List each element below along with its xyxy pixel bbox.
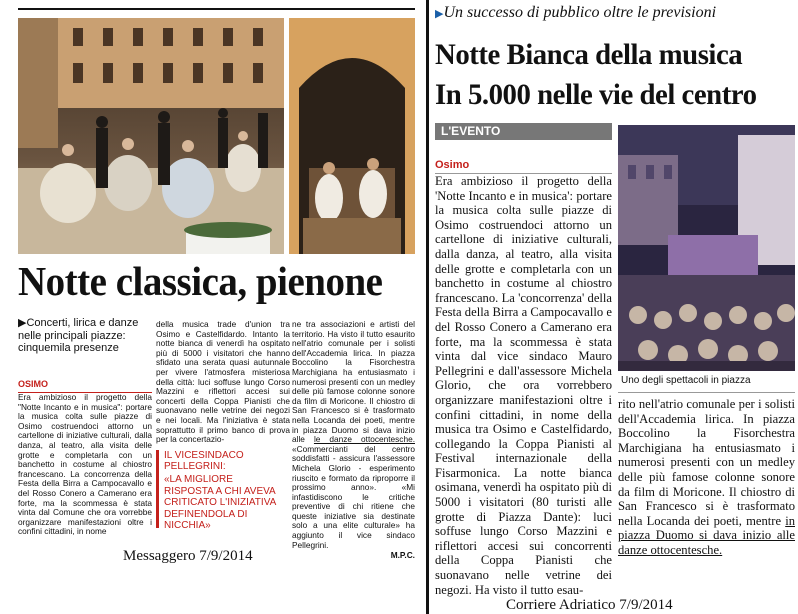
left-subhead: ▶Concerti, lirica e danze nelle principali piazze: cinquemila presenze [18, 317, 139, 354]
corriere-clipping [431, 0, 798, 614]
messaggero-source: Messaggero 7/9/2014 [123, 548, 253, 564]
kicker-triangle-icon: ▶ [435, 8, 444, 20]
quote-rule [156, 450, 159, 528]
left-location-wrap [18, 374, 152, 393]
section-band [435, 123, 612, 140]
kicker: ▶Un successo di pubblico oltre le previsioni [435, 4, 717, 21]
quote-label: IL VICESINDACO PELLEGRINI: [164, 450, 244, 472]
photo-caption: Uno degli spettacoli in piazza [621, 375, 751, 386]
left-location: OSIMO [18, 379, 49, 389]
right-location: Osimo [435, 159, 470, 171]
top-rule [18, 8, 415, 10]
section-label: L'EVENTO [441, 124, 501, 138]
dancers-photo [18, 18, 284, 254]
arch-photo [289, 18, 415, 254]
caption-rule [618, 392, 795, 393]
triangle-bullet-icon: ▶ [18, 317, 27, 329]
vertical-divider [426, 0, 429, 614]
concert-photo [618, 125, 795, 371]
corriere-source: Corriere Adriatico 7/9/2014 [506, 597, 673, 613]
left-col-3: ne tra associazioni e artisti del territorio. Ha visto il tutto esaurito nell'atrio comunale per i solisti dell'Accademia lirica. In piazza Boccolino la Fisorchestra Marchigiana ha entusiasmato i numerosi presenti con un medley delle più famose colonne sonore da film di Moricone. Il chiostro di San Francesco si è trasformato nella Locanda dei poeti, mentre in piazza Duomo si dava inizio alle le danze ottocentesche. «Commercianti del centro soddisfatti - assicura l'assessore Michela Glorio - esperimento riuscito e formato da riproporre il prossimo anno». «Mi infastidiscono le critiche preventive di chi ritiene che queste iniziative sia destinate solo a una elite culturale» ha aggiunto il vice sindaco Pellegrini. M.P.C. [292, 319, 415, 561]
right-location-wrap [435, 155, 612, 174]
right-headline-line2: In 5.000 nelle vie del centro [435, 78, 757, 111]
signature: M.P.C. [390, 550, 415, 561]
left-col-2: della musica trade d'union tra Osimo e Castelfidardo. Intanto la notte bianca di venerdì ha ospitato più di 5000 i visitatori che hanno sfidato una serata quasi autunnale per vivere l'atmosfera misteriosa della città: luci soffuse lungo Corso Mazzini e riflettori accesi sui concerti della Coppa Pianisti che suonavano nelle vetrine dei negozi e nei locali. Ma l'iniziativa è stata soprattutto il primo banco di prova per la concertazio- [156, 319, 290, 445]
left-col-1: Era ambizioso il progetto della "Notte Incanto e in musica": portare la musica colta sulle piazze di Osimo costruendoci attorno un cartellone di iniziative culturali, dalla danza, al teatro, alla visita delle grotte e completarla con un banchetto in costume al chiostro francescano. La concorrenza della Festa della Birra a Campocavallo e del Rosso Conero a Camerano era forte, ma la scommessa è stata vinta dal Comune che ora vorrebbe organizzare manifestazioni oltre i confini cittadini, in nome [18, 392, 152, 537]
left-headline: Notte classica, pienone [18, 258, 383, 304]
quote-box [156, 450, 282, 530]
right-body-left: Era ambizioso il progetto della 'Notte Incanto e in musica': portare la musica colta sulle piazze di Osimo costruendoci attorno un cartellone di iniziative culturali, dalla danza, al teatro, alla visita delle grotte e completarla con un banchetto in costume al chiostro francescano. La 'concorrenza' della Festa della Birra a Campocavallo e del Rosso Conero a Camerano era forte, ma la scommessa è stata vinta dal vice sindaco Mauro Pellegrini e dall'assessore Michela Glorio, che ora vorrebbero organizzare manifestazioni oltre i confini cittadini, in nome della musica tra Osimo e Castelfidardo, collegando la Coppa Pianisti al Festival internazionale della Fisarmonica. La notte bianca osimana, venerdì ha ospitato più di 5000 i visitatori (80 turisti alle grotte di Piazza Dante): luci soffuse lungo Corso Mazzini e riflettori accesi sui concorrenti della Coppa Pianisti che suonavano nelle vetrine dei negozi. Ha visto il tutto esau- [435, 174, 612, 597]
quote-text: «LA MIGLIORE RISPOSTA A CHI AVEVA CRITICATO L'INIZIATIVA DEFINENDOLA DI NICCHIA» [164, 474, 276, 531]
right-body-right: rito nell'atrio comunale per i solisti dell'Accademia lirica. In piazza Boccolino la Fisorchestra Marchigiana ha entusiasmato i numerosi presenti con un medley delle più famose colonne sonore da film di Moricone. Il chiostro di San Francesco si è trasformato nella Locanda dei poeti, mentre in piazza Duomo si dava inizio alle danze ottocentesche. [618, 397, 795, 557]
right-headline-line1: Notte Bianca della musica [435, 38, 743, 71]
